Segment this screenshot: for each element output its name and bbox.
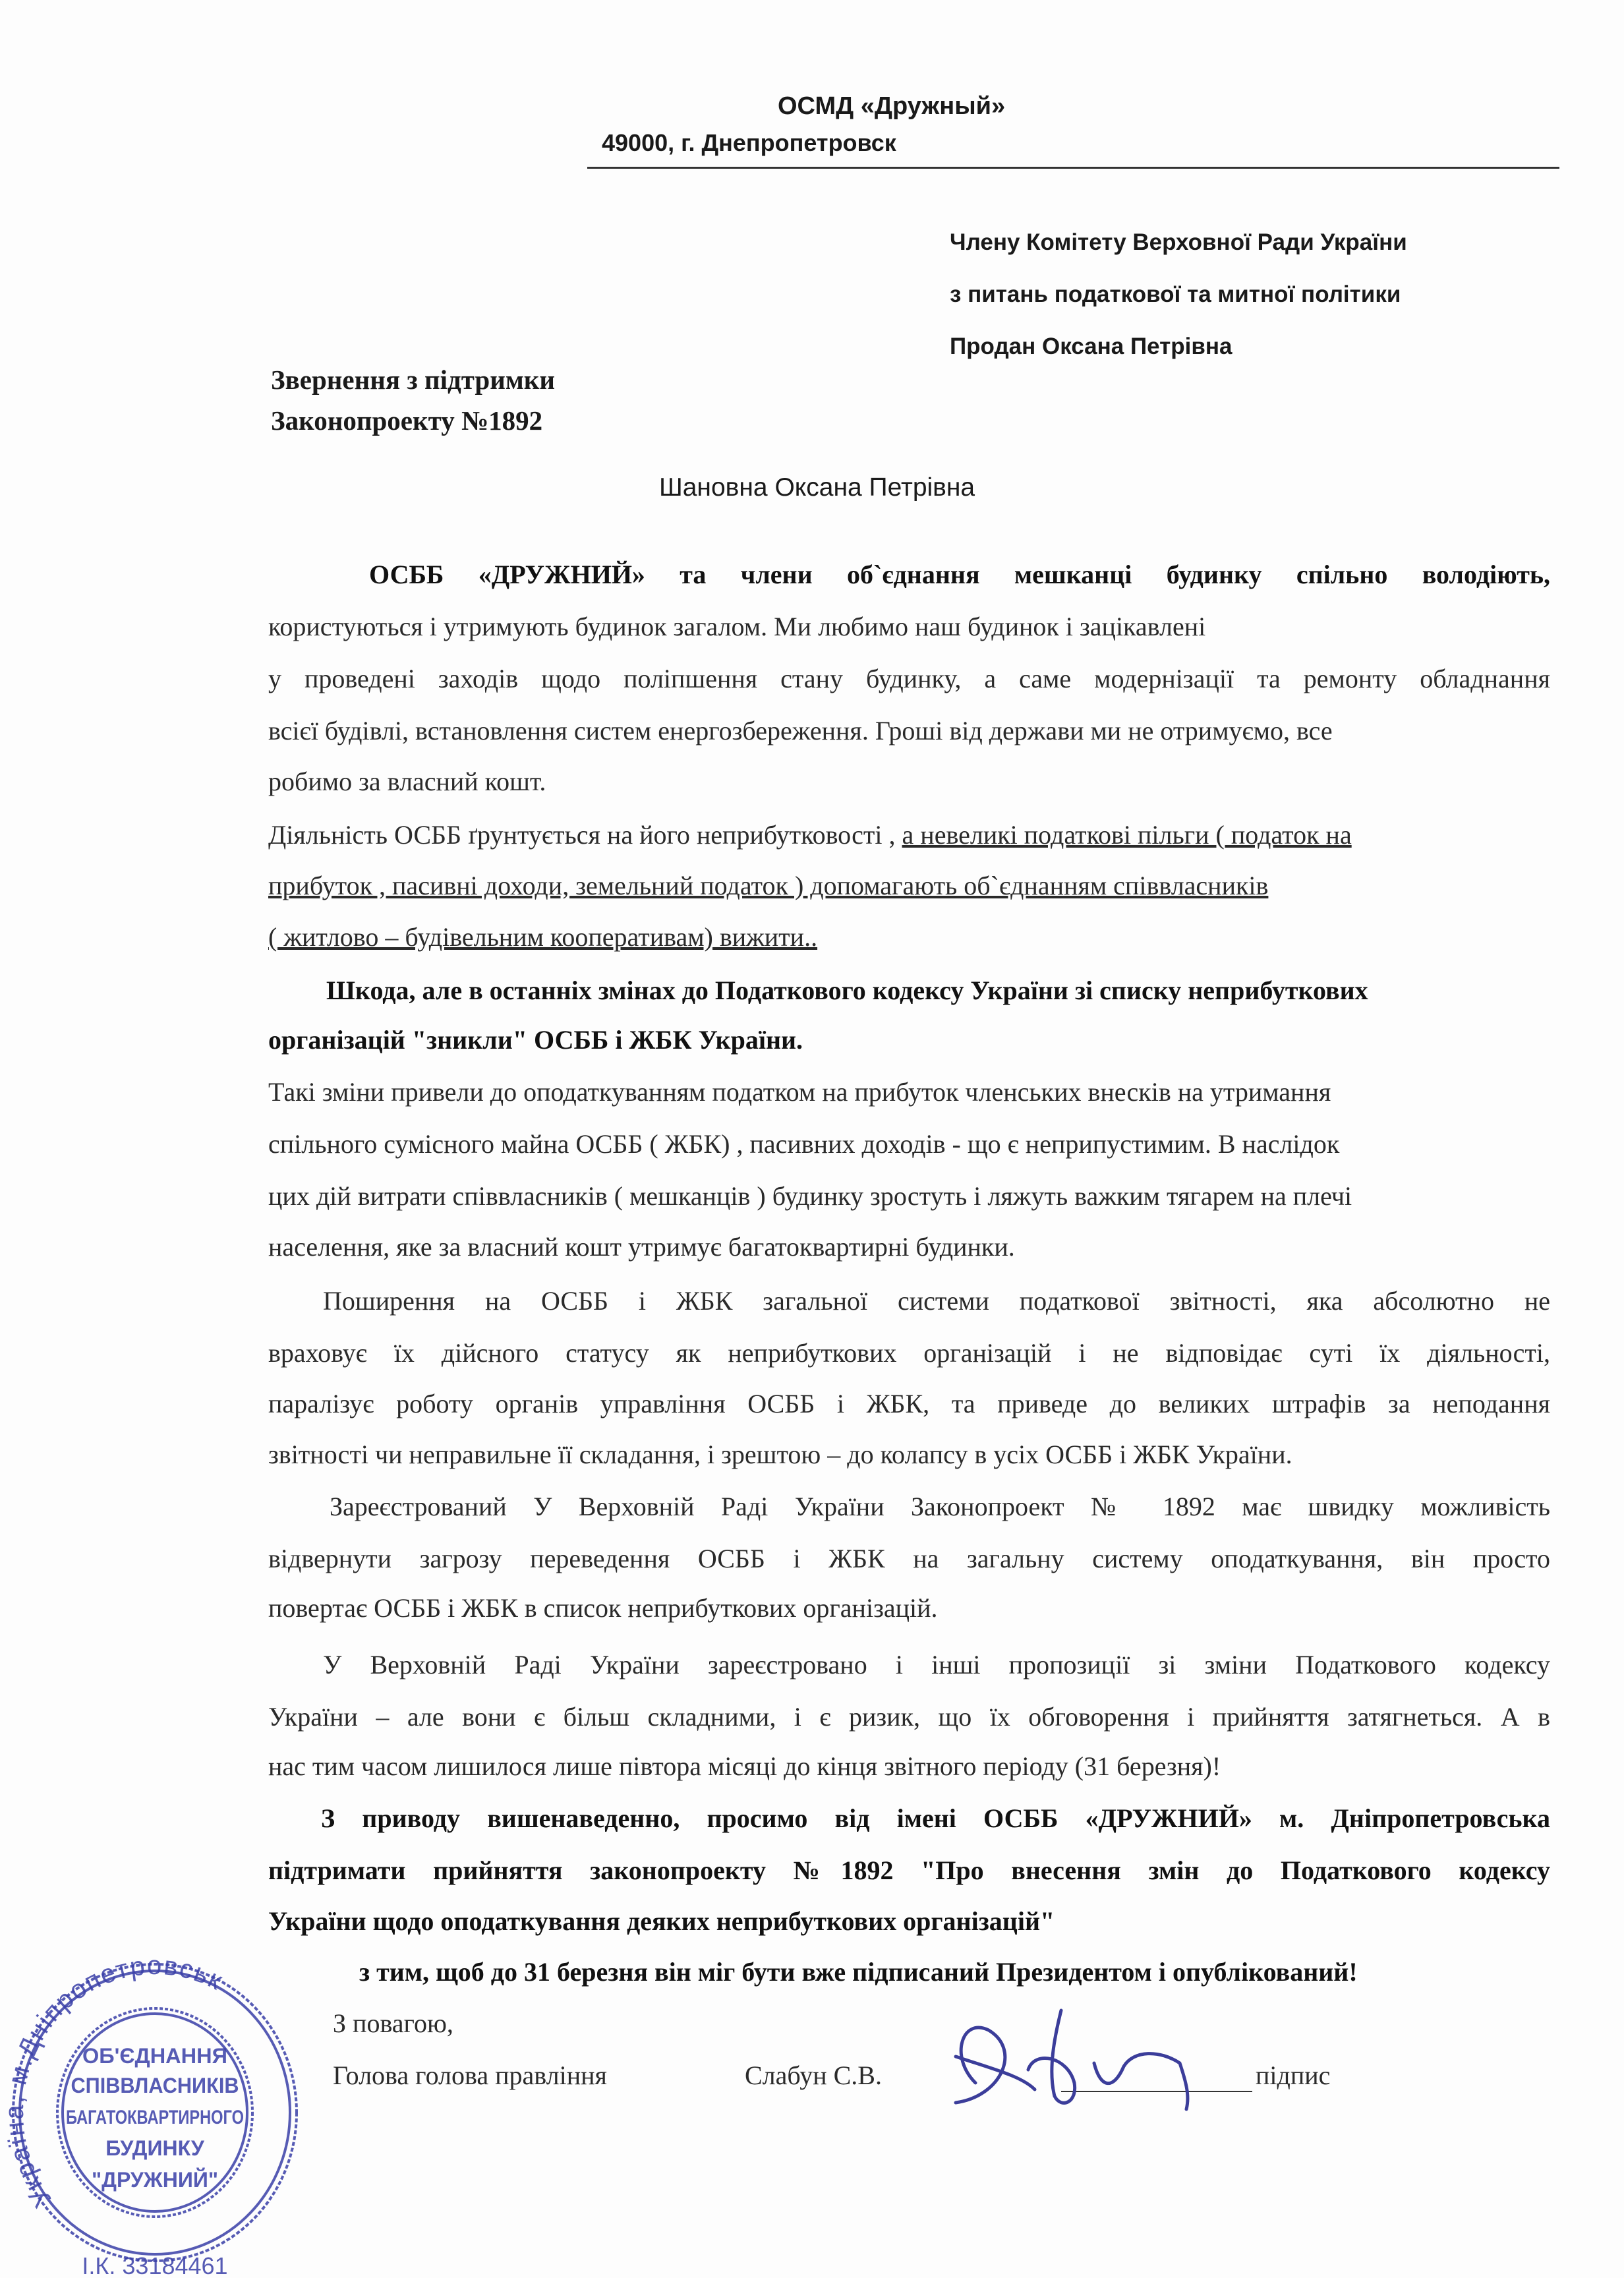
body-line: Шкода, але в останніх змінах до Податкового кодексу України зі списку неприбуткових bbox=[326, 976, 1368, 1005]
body-line: у проведені заходів щодо поліпшення стану будинку, а саме модернізації та ремонту обладнання bbox=[268, 664, 1550, 693]
body-line: України щодо оподаткування деяких неприбуткових організацій" bbox=[268, 1906, 1055, 1936]
body-line: враховує їх дійсного статусу як неприбуткових організацій і не відповідає суті їх діяльності, bbox=[268, 1338, 1550, 1368]
body-line: відвернути загрозу переведення ОСББ і ЖБК на загальну систему оподаткування, він просто bbox=[268, 1544, 1550, 1573]
body-line: цих дій витрати співвласників ( мешканців ) будинку зростуть і ляжуть важким тягарем на плечі bbox=[268, 1181, 1352, 1211]
body-line bbox=[369, 559, 1550, 590]
handwritten-signature bbox=[936, 2004, 1252, 2116]
body-line: Поширення на ОСББ і ЖБК загальної системи податкової звітності, яка абсолютно не bbox=[323, 1286, 1550, 1316]
body-line: робимо за власний кошт. bbox=[268, 767, 546, 796]
body-line: населення, яке за власний кошт утримує багатоквартирні будинки. bbox=[268, 1232, 1015, 1262]
header-divider bbox=[587, 167, 1559, 169]
body-line: користуються і утримують будинок загалом. Ми любимо наш будинок і зацікавлені bbox=[268, 612, 1206, 641]
addressee-line: Члену Комітету Верховної Ради України bbox=[950, 229, 1407, 255]
body-line: звітності чи неправильне її складання, і зрештою – до колапсу в усіх ОСББ і ЖБК України. bbox=[268, 1440, 1292, 1469]
subject-line: Звернення з підтримки bbox=[271, 365, 556, 395]
body-text: ОСББ «ДРУЖНИЙ» та члени об`єднання мешканці будинку спільно володіють, bbox=[369, 560, 1550, 589]
body-line: ( житлово – будівельним кооперативам) вижити.. bbox=[268, 922, 818, 952]
stamp-center-line: ОБ'ЄДНАННЯ bbox=[82, 2044, 227, 2068]
body-line: нас тим часом лишилося лише півтора місяці до кінця звітного періоду (31 березня)! bbox=[268, 1751, 1221, 1781]
body-line: паралізує роботу органів управління ОСББ і ЖБК, та приведе до великих штрафів за неподання bbox=[268, 1389, 1550, 1418]
body-line: України – але вони є більш складними, і є ризик, що їх обговорення і прийняття затягнеться. А в bbox=[268, 1702, 1550, 1732]
signatory-position: Голова голова правління bbox=[333, 2060, 607, 2090]
body-line: організацій "зникли" ОСББ і ЖБК України. bbox=[268, 1025, 803, 1055]
body-line bbox=[268, 819, 1550, 850]
stamp-code: І.К. 33184461 bbox=[82, 2252, 228, 2278]
body-line: підтримати прийняття законопроекту №1892 "Про внесення змін до Податкового кодексу bbox=[268, 1855, 1550, 1885]
organization-stamp bbox=[0, 1951, 310, 2278]
body-line: з тим, щоб до 31 березня він міг бути вже підписаний Президентом і опублікований! bbox=[359, 1957, 1358, 1987]
org-address: 49000, г. Днепропетровск bbox=[602, 129, 896, 156]
underlined-text: а невеликі податкові пільги ( податок на bbox=[902, 820, 1352, 850]
signature-label: підпис bbox=[1256, 2060, 1331, 2090]
body-line: Такі зміни привели до оподаткуванням податком на прибуток членських внесків на утримання bbox=[268, 1077, 1331, 1107]
body-line: повертає ОСББ і ЖБК в список неприбуткових організацій. bbox=[268, 1593, 938, 1623]
body-line: У Верховній Раді України зареєстровано і інші пропозиції зі зміни Податкового кодексу bbox=[323, 1650, 1550, 1679]
body-line: спільного сумісного майна ОСББ ( ЖБК) , пасивних доходів - що є неприпустимим. В наслідок bbox=[268, 1129, 1340, 1159]
org-title: ОСМД «Дружный» bbox=[778, 92, 1006, 120]
body-line: З приводу вишенаведенно, просимо від імені ОСББ «ДРУЖНИЙ» м. Дніпропетровська bbox=[321, 1803, 1550, 1833]
signatory-name: Слабун С.В. bbox=[745, 2060, 882, 2090]
stamp-center-line: БУДИНКУ bbox=[105, 2136, 204, 2160]
body-line: всієї будівлі, встановлення систем енергозбереження. Гроші від держави ми не отримуємо, все bbox=[268, 716, 1333, 745]
addressee-line: з питань податкової та митної політики bbox=[950, 281, 1401, 307]
stamp-center-line: СПІВВЛАСНИКІВ bbox=[71, 2074, 239, 2097]
addressee-line: Продан Оксана Петрівна bbox=[950, 334, 1232, 359]
subject-line: Законопроекту №1892 bbox=[271, 405, 543, 436]
body-line: прибуток , пасивні доходи, земельний податок ) допомагають об`єднанням співвласників bbox=[268, 871, 1269, 900]
body-text: Діяльність ОСББ ґрунтується на його неприбутковості , bbox=[268, 820, 902, 850]
stamp-center-line: БАГАТОКВАРТИРНОГО bbox=[66, 2107, 244, 2128]
closing-regards: З повагою, bbox=[333, 2008, 453, 2038]
salutation: Шановна Оксана Петрівна bbox=[659, 473, 975, 502]
stamp-center-line: "ДРУЖНИЙ" bbox=[92, 2168, 218, 2192]
stamp-ring-text: Україна, м.Дніпропетровськ bbox=[0, 1951, 228, 2213]
body-line: Зареєстрований У Верховній Раді України Законопроект № 1892 має швидку можливість bbox=[330, 1492, 1550, 1521]
